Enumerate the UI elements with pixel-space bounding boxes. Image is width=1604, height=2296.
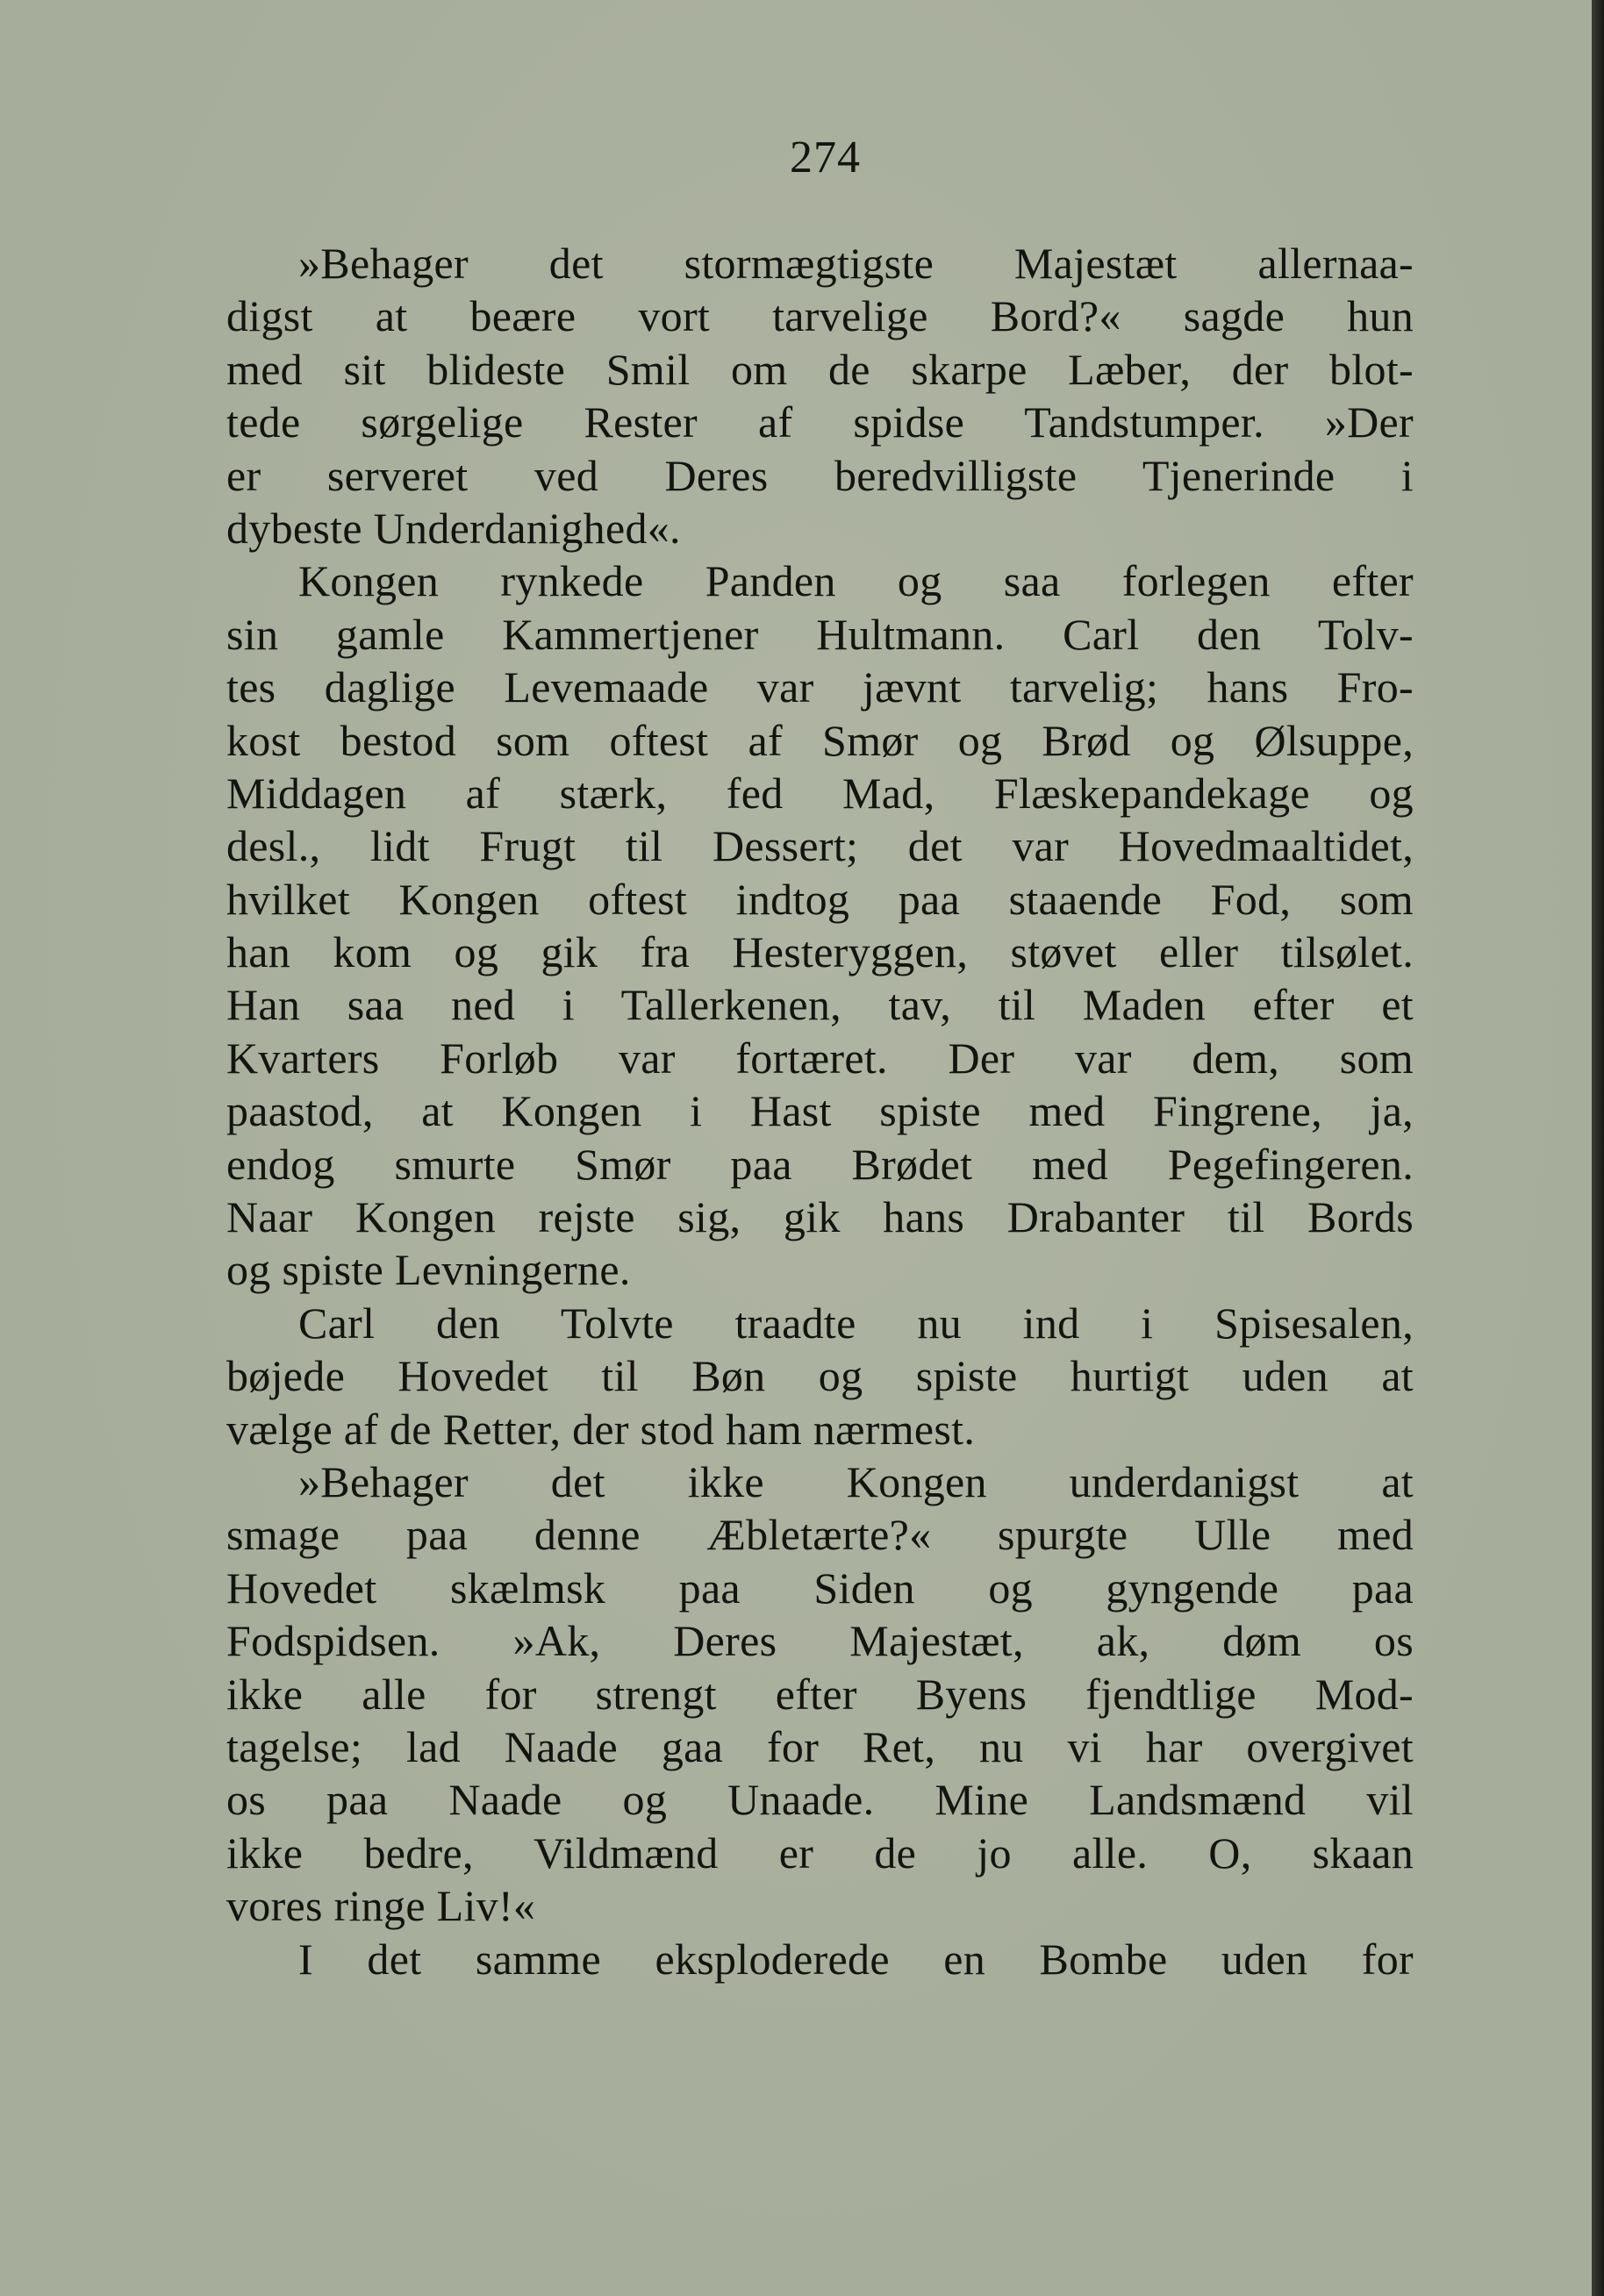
text-line: tede sørgelige Rester af spidse Tandstumper. »Der <box>226 397 1414 447</box>
text-line: »Behager det ikke Kongen underdanigst at <box>298 1456 1414 1506</box>
text-line: vælge af de Retter, der stod ham nærmest. <box>226 1404 976 1454</box>
text-line: Han saa ned i Tallerkenen, tav, til Maden efter et <box>226 980 1414 1030</box>
text-line: endog smurte Smør paa Brødet med Pegefingeren. <box>226 1139 1414 1189</box>
text-line: er serveret ved Deres beredvilligste Tjenerinde i <box>226 450 1414 500</box>
text-line: kost bestod som oftest af Smør og Brød og Ølsuppe, <box>226 715 1414 765</box>
text-line: ikke alle for strengt efter Byens fjendtlige Mod- <box>226 1669 1414 1719</box>
text-line: Naar Kongen rejste sig, gik hans Drabanter til Bords <box>226 1192 1414 1242</box>
page-number: 274 <box>790 132 861 182</box>
text-line: desl., lidt Frugt til Dessert; det var Hovedmaaltidet, <box>226 821 1414 871</box>
text-line: Carl den Tolvte traadte nu ind i Spisesalen, <box>298 1298 1414 1348</box>
text-line: Middagen af stærk, fed Mad, Flæskepandekage og <box>226 768 1414 818</box>
text-line: »Behager det stormægtigste Majestæt allernaa- <box>298 239 1414 288</box>
text-line: smage paa denne Æbletærte?« spurgte Ulle med <box>226 1510 1414 1560</box>
text-line: og spiste Levningerne. <box>226 1245 631 1295</box>
text-line: vores ringe Liv!« <box>226 1881 536 1931</box>
text-line: Fodspidsen. »Ak, Deres Majestæt, ak, døm os <box>226 1616 1414 1666</box>
text-line: han kom og gik fra Hesteryggen, støvet eller tilsølet. <box>226 927 1414 977</box>
text-line: digst at beære vort tarvelige Bord?« sagde hun <box>226 291 1414 341</box>
text-line: os paa Naade og Unaade. Mine Landsmænd vil <box>226 1775 1414 1825</box>
text-line: Hovedet skælmsk paa Siden og gyngende paa <box>226 1563 1414 1613</box>
text-line: Kvarters Forløb var fortæret. Der var dem, som <box>226 1033 1414 1083</box>
text-line: ikke bedre, Vildmænd er de jo alle. O, skaan <box>226 1828 1414 1878</box>
text-line: dybeste Underdanighed«. <box>226 503 681 553</box>
text-line: I det samme eksploderede en Bombe uden for <box>298 1934 1414 1984</box>
text-line: paastod, at Kongen i Hast spiste med Fingrene, ja, <box>226 1086 1414 1136</box>
text-line: med sit blideste Smil om de skarpe Læber, der blot- <box>226 344 1414 394</box>
body-text <box>226 237 1414 1985</box>
text-line: tagelse; lad Naade gaa for Ret, nu vi har overgivet <box>226 1721 1414 1771</box>
page-edge-shadow <box>1592 0 1604 2296</box>
text-line: hvilket Kongen oftest indtog paa staaende Fod, som <box>226 874 1414 924</box>
text-line: bøjede Hovedet til Bøn og spiste hurtigt uden at <box>226 1351 1414 1401</box>
text-line: Kongen rynkede Panden og saa forlegen efter <box>298 556 1414 606</box>
text-line: sin gamle Kammertjener Hultmann. Carl den Tolv- <box>226 609 1414 659</box>
text-line: tes daglige Levemaade var jævnt tarvelig; hans Fro- <box>226 662 1414 712</box>
